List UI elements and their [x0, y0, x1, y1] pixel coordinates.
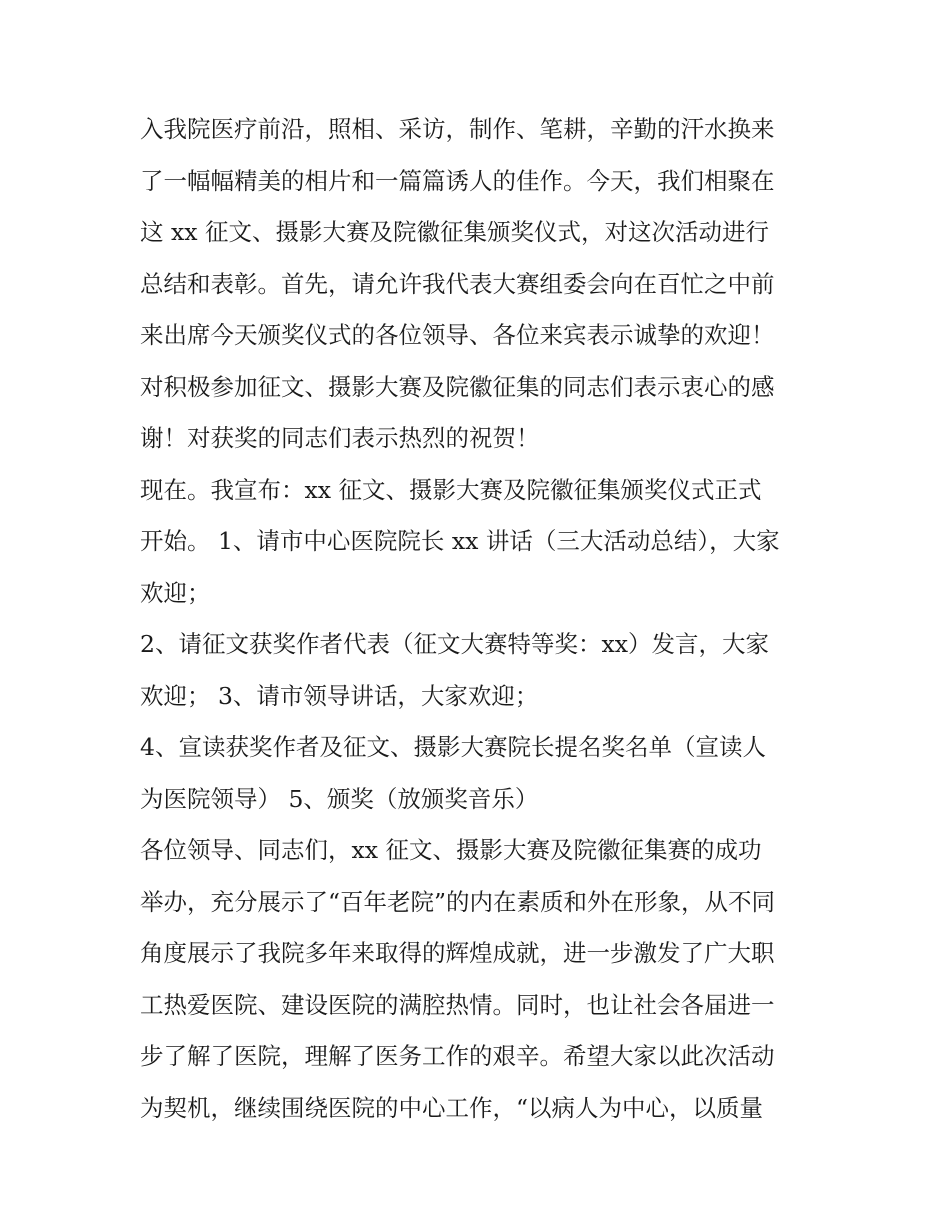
text-line: 谢！对获奖的同志们表示热烈的祝贺！ — [140, 424, 540, 452]
text-line: 欢迎； — [140, 578, 211, 607]
text-line: 为契机，继续围绕医院的中心工作，“以病人为中心，以质量 — [140, 1093, 764, 1122]
text-line: 4、宣读获奖作者及征文、摄影大赛院长提名奖名单（宣读人 — [140, 733, 766, 761]
text-line: 这 xx 征文、摄影大赛及院徽征集颁奖仪式，对这次活动进行 — [140, 218, 769, 246]
text-line: 现在。我宣布：xx 征文、摄影大赛及院徽征集颁奖仪式正式 — [140, 475, 762, 504]
text-line: 步了解了医院，理解了医务工作的艰辛。希望大家以此次活动 — [140, 1042, 775, 1070]
text-line: 了一幅幅精美的相片和一篇篇诱人的佳作。今天，我们相聚在 — [140, 166, 775, 195]
text-line: 角度展示了我院多年来取得的辉煌成就，进一步激发了广大职 — [140, 939, 775, 967]
text-line: 工热爱医院、建设医院的满腔热情。同时，也让社会各届进一 — [140, 990, 775, 1019]
text-line: 入我院医疗前沿，照相、采访，制作、笔耕，辛勤的汗水换来 — [140, 115, 775, 143]
text-line: 为医院领导） 5、颁奖（放颁奖音乐） — [140, 784, 539, 813]
text-line: 举办，充分展示了“百年老院”的内在素质和外在形象，从不同 — [140, 887, 776, 916]
text-line: 总结和表彰。首先，请允许我代表大赛组委会向在百忙之中前 — [140, 269, 775, 298]
text-line: 各位领导、同志们，xx 征文、摄影大赛及院徽征集赛的成功 — [140, 836, 762, 864]
body-text — [140, 104, 820, 1134]
text-line: 开始。 1、请市中心医院院长 xx 讲话（三大活动总结），大家 — [140, 527, 780, 555]
text-line: 欢迎； 3、请市领导讲话，大家欢迎； — [140, 681, 539, 710]
text-line: 2、请征文获奖作者代表（征文大赛特等奖：xx）发言，大家 — [140, 630, 769, 658]
text-line: 对积极参加征文、摄影大赛及院徽征集的同志们表示衷心的感 — [140, 372, 775, 401]
text-line: 来出席今天颁奖仪式的各位领导、各位来宾表示诚挚的欢迎！ — [140, 321, 775, 349]
